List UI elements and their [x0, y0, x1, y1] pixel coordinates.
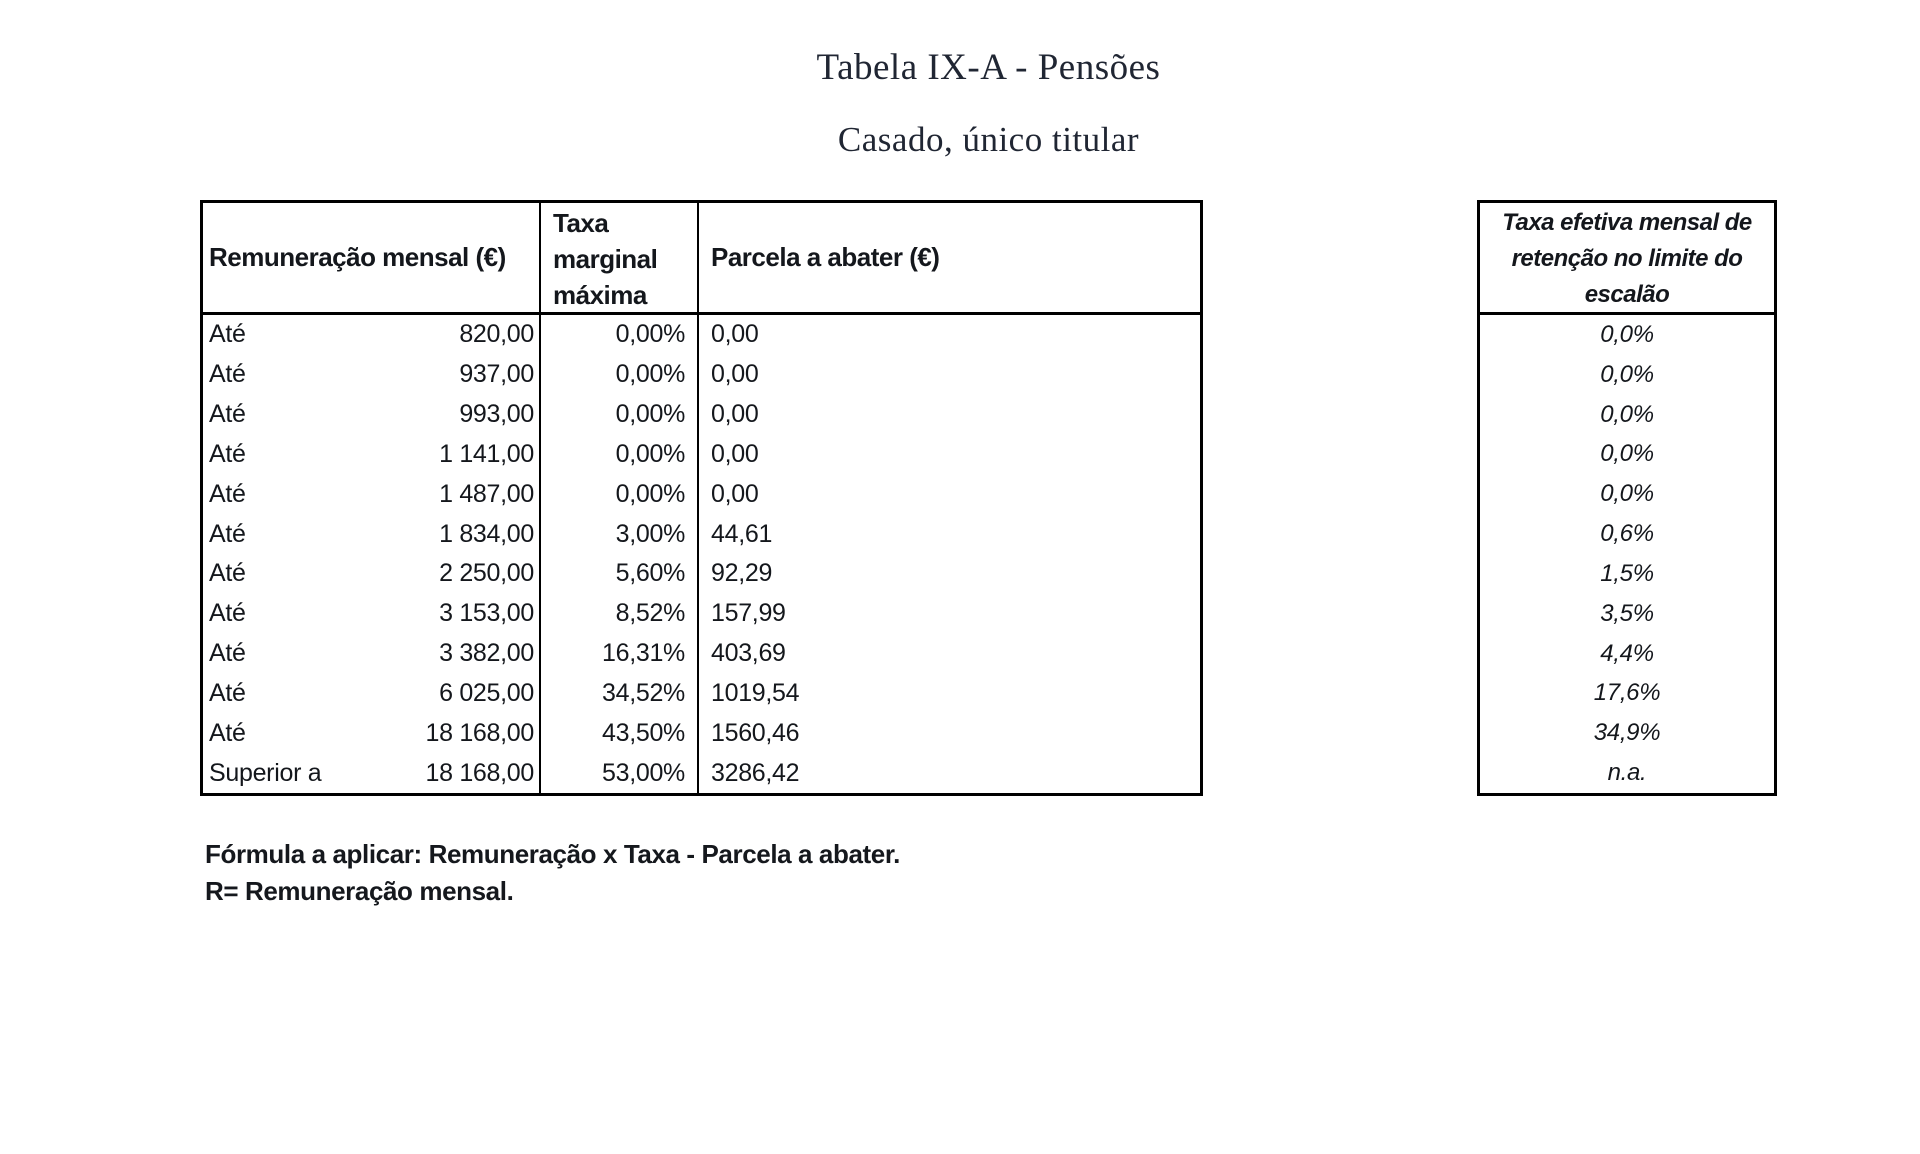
deduction-cell: 92,29 [711, 559, 773, 588]
table-row [203, 474, 1200, 514]
deduction-cell: 403,69 [711, 639, 786, 668]
effective-rate-row: 0,0% [1600, 320, 1654, 348]
deduction-cell: 0,00 [711, 360, 759, 389]
effective-rate-row: 0,0% [1600, 480, 1654, 508]
header-taxa-line: máxima [553, 280, 647, 310]
row-prefix: Até [209, 639, 246, 668]
table-row [203, 434, 1200, 474]
row-limit-value: 820,00 [459, 320, 534, 349]
row-limit-value: 993,00 [459, 400, 534, 429]
deduction-cell: 0,00 [711, 400, 759, 429]
marginal-rate-cell: 5,60% [541, 554, 699, 594]
effective-rate-row: 1,5% [1600, 559, 1654, 587]
remuneracao-cell [203, 355, 541, 395]
table-row [203, 355, 1200, 395]
remuneracao-cell [203, 594, 541, 634]
formula-notes [205, 836, 900, 910]
marginal-rate-cell: 0,00% [541, 474, 699, 514]
row-limit-value: 1 141,00 [439, 439, 534, 468]
effective-rate-header-line: retenção no limite do [1511, 245, 1743, 272]
remuneracao-cell [203, 434, 541, 474]
header-taxa-marginal [541, 203, 699, 312]
table-row [203, 753, 1200, 793]
row-limit-value: 3 382,00 [439, 639, 534, 668]
effective-rate-row: 4,4% [1600, 639, 1654, 667]
remuneracao-cell [203, 315, 541, 355]
table-row [203, 514, 1200, 554]
marginal-rate-cell: 8,52% [541, 594, 699, 634]
remuneracao-cell [203, 554, 541, 594]
effective-rate-row: 0,0% [1600, 440, 1654, 468]
deduction-cell: 0,00 [711, 439, 759, 468]
table-row [203, 395, 1200, 435]
effective-rate-row: 0,0% [1600, 360, 1654, 388]
row-limit-value: 1 487,00 [439, 479, 534, 508]
marginal-rate-cell: 0,00% [541, 395, 699, 435]
page-subtitle: Casado, único titular [837, 120, 1140, 159]
effective-rate-row: n.a. [1607, 759, 1647, 787]
header-taxa-line: Taxa [553, 208, 609, 238]
formula-note-line: R= Remuneração mensal. [205, 876, 514, 906]
effective-rate-row: 34,9% [1593, 719, 1661, 747]
remuneracao-cell [203, 395, 541, 435]
row-prefix: Até [209, 439, 246, 468]
header-parcela: Parcela a abater (€) [711, 242, 940, 272]
withholding-table [200, 200, 1203, 796]
page-title: Tabela IX-A - Pensões [816, 47, 1161, 88]
remuneracao-cell [203, 634, 541, 674]
row-prefix: Até [209, 360, 246, 389]
remuneracao-cell [203, 753, 541, 793]
deduction-cell: 0,00 [711, 320, 759, 349]
effective-rate-row: 0,0% [1600, 400, 1654, 428]
effective-rate-header [1480, 203, 1774, 315]
formula-note-line: Fórmula a aplicar: Remuneração x Taxa - Parcela a abater. [205, 839, 900, 869]
marginal-rate-cell: 43,50% [541, 713, 699, 753]
row-prefix: Até [209, 559, 246, 588]
header-remuneracao: Remuneração mensal (€) [203, 203, 541, 312]
table-row [203, 554, 1200, 594]
table-row [203, 713, 1200, 753]
deduction-cell: 157,99 [711, 599, 786, 628]
table-row [203, 594, 1200, 634]
row-limit-value: 18 168,00 [425, 718, 534, 747]
deduction-cell: 1019,54 [711, 678, 800, 707]
effective-rate-body [1480, 315, 1774, 793]
deduction-cell: 0,00 [711, 479, 759, 508]
marginal-rate-cell: 0,00% [541, 355, 699, 395]
effective-rate-row: 17,6% [1593, 679, 1661, 707]
withholding-table-body [203, 315, 1200, 793]
table-row [203, 315, 1200, 355]
table-row [203, 634, 1200, 674]
effective-rate-table [1477, 200, 1777, 796]
row-prefix: Até [209, 718, 246, 747]
deduction-cell: 1560,46 [711, 718, 800, 747]
remuneracao-cell [203, 713, 541, 753]
row-limit-value: 2 250,00 [439, 559, 534, 588]
remuneracao-cell [203, 514, 541, 554]
row-prefix: Até [209, 320, 246, 349]
row-prefix: Até [209, 599, 246, 628]
marginal-rate-cell: 0,00% [541, 434, 699, 474]
table-row [203, 673, 1200, 713]
marginal-rate-cell: 53,00% [541, 753, 699, 793]
row-prefix: Até [209, 519, 246, 548]
effective-rate-row: 3,5% [1600, 599, 1654, 627]
deduction-cell: 44,61 [711, 519, 773, 548]
marginal-rate-cell: 34,52% [541, 673, 699, 713]
row-limit-value: 6 025,00 [439, 678, 534, 707]
row-prefix: Até [209, 678, 246, 707]
marginal-rate-cell: 3,00% [541, 514, 699, 554]
deduction-cell: 3286,42 [711, 758, 800, 787]
effective-rate-row: 0,6% [1600, 520, 1654, 548]
marginal-rate-cell: 16,31% [541, 634, 699, 674]
effective-rate-header-line: Taxa efetiva mensal de [1502, 209, 1752, 236]
row-limit-value: 18 168,00 [425, 758, 534, 787]
row-prefix: Até [209, 400, 246, 429]
row-prefix: Até [209, 479, 246, 508]
row-limit-value: 3 153,00 [439, 599, 534, 628]
header-taxa-line: marginal [553, 244, 658, 274]
remuneracao-cell [203, 474, 541, 514]
row-prefix: Superior a [209, 758, 322, 787]
effective-rate-header-line: escalão [1584, 281, 1670, 308]
withholding-table-header [203, 203, 1200, 315]
marginal-rate-cell: 0,00% [541, 315, 699, 355]
remuneracao-cell [203, 673, 541, 713]
row-limit-value: 937,00 [459, 360, 534, 389]
row-limit-value: 1 834,00 [439, 519, 534, 548]
